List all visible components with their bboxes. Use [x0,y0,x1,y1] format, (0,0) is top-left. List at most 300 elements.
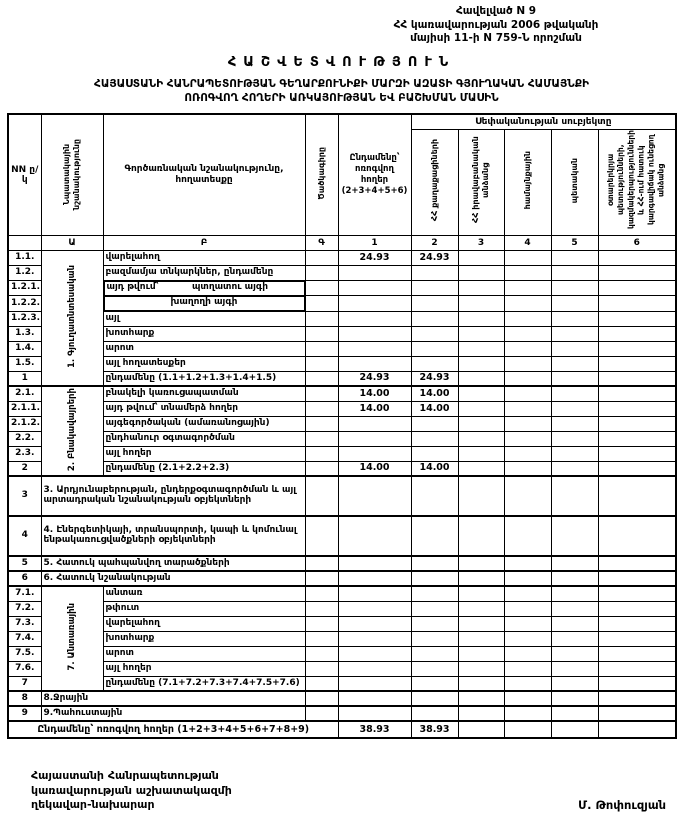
value-cell [504,556,551,571]
code-cell [305,446,338,461]
value-cell [458,631,504,646]
value-cell [458,280,504,296]
table-row [8,601,676,616]
value-cell [504,601,551,616]
footer-line: ղեկավար-նախարար [31,797,155,811]
value-cell [458,461,504,476]
value-cell [551,326,598,341]
code-cell [305,706,338,721]
value-cell [338,326,411,341]
value-cell [338,296,411,312]
row-number-cell: 7.6. [8,661,41,676]
value-cell [598,296,676,312]
row-label-cell: վարելահող [103,616,305,631]
value-cell [598,401,676,416]
value-cell: 24.93 [338,250,411,265]
code-cell [305,571,338,586]
value-cell [458,431,504,446]
row-number-cell: 2.1.1. [8,401,41,416]
row-label-cell: 5. Հատուկ պահպանվող տարածքների [41,556,305,571]
value-cell [551,721,598,738]
value-cell [458,706,504,721]
value-cell [458,356,504,371]
row-label-cell: արոտ [103,646,305,661]
value-cell [411,416,458,431]
value-cell [551,265,598,280]
row-label-cell: խոտհարք [103,326,305,341]
value-cell [411,706,458,721]
row-number-cell: 2.3. [8,446,41,461]
value-cell [458,386,504,401]
row-number-cell: 1.1. [8,250,41,265]
value-cell [338,706,411,721]
row-label-cell: այդ թվում՝ տնամերձ հողեր [103,401,305,416]
value-cell [458,616,504,631]
col-header-state [551,129,598,235]
row-label-cell: անտառ [103,586,305,601]
table-row [8,706,676,721]
annex-line: մայիսի 11-ի N 759-Ն որոշման [410,32,582,45]
value-cell: 14.00 [338,401,411,416]
value-cell: 14.00 [411,461,458,476]
value-cell [551,646,598,661]
row-label-cell [104,281,305,296]
report-table [7,113,677,739]
col-header-foreign [598,129,676,235]
table-row [8,371,676,386]
row-label-cell: արոտ [103,341,305,356]
annex-line: Հավելված N 9 [455,5,537,17]
value-cell [598,601,676,616]
value-cell [458,311,504,326]
col-header-code-label: Ծածկագիրը [316,147,326,200]
value-cell [551,476,598,516]
row-number-cell: 9 [8,706,41,721]
col-header-legal-persons [458,129,504,235]
value-cell [338,601,411,616]
report-title: ՀԱՇՎԵՏՎՈՒԹՅՈՒՆ [227,54,456,70]
value-cell [338,311,411,326]
report-subtitle-line2: ՈՌՈԳՎՈՂ ՀՈՂԵՐԻ ԱՌԿԱՅՈՒԹՅԱՆ ԵՎ ԲԱՇԽՄԱՆ ՄԱՍԻՆ [184,92,499,105]
table-row [8,356,676,371]
code-cell [305,386,338,401]
value-cell [504,401,551,416]
value-cell [411,446,458,461]
value-cell [338,661,411,676]
value-cell [338,416,411,431]
row-number-cell: 7.1. [8,586,41,601]
value-cell [598,311,676,326]
value-cell [598,431,676,446]
value-cell [411,431,458,446]
table-row [8,586,676,601]
value-cell [411,646,458,661]
code-cell [305,280,338,296]
value-cell [504,446,551,461]
code-cell [305,296,338,312]
value-cell: 14.00 [338,386,411,401]
code-cell [305,631,338,646]
row-label: պտղատու այգի [191,282,269,293]
code-cell [305,646,338,661]
code-cell [305,691,338,706]
value-cell [338,265,411,280]
row-number-cell: 2.1.2. [8,416,41,431]
table-row [8,446,676,461]
table-row [8,326,676,341]
table-row [8,476,676,516]
table-header-row-letters [8,235,676,250]
value-cell [504,416,551,431]
code-cell [305,341,338,356]
section-label: 1. Գյուղատնտեսական [66,264,77,368]
table-row [8,341,676,356]
letter-cell: 4 [504,235,551,250]
value-cell [551,296,598,312]
value-cell [551,250,598,265]
row-number-cell: 6 [8,571,41,586]
value-cell [411,516,458,556]
table-row [8,646,676,661]
row-number-cell: 4 [8,516,41,556]
value-cell [598,646,676,661]
section-label: 2. Բնակավայրերի [66,387,77,471]
value-cell [411,571,458,586]
table-row [8,311,676,326]
value-cell [504,356,551,371]
value-cell [338,631,411,646]
value-cell [551,461,598,476]
value-cell [598,616,676,631]
code-cell [305,586,338,601]
value-cell [338,691,411,706]
row-label-cell: այլ հողեր [103,446,305,461]
value-cell [504,721,551,738]
value-cell [504,311,551,326]
col-header-citizens [411,129,458,235]
value-cell [411,326,458,341]
code-cell [305,661,338,676]
row-label-cell: 3. Արդյունաբերության, ընդերքօգտագործման և այլ արտադրական նշանակության օբյեկտների [41,476,305,516]
value-cell [411,296,458,312]
section-label-cell [41,586,103,691]
col-group-ownership: Սեփականության սուբյեկտը [411,114,676,129]
table-row [8,661,676,676]
table-row [8,401,676,416]
row-label-cell: խոտհարք [103,631,305,646]
col-header-functional: Գործառնական նշանակությունը, հողատեսքը [103,114,305,235]
letter-cell: 5 [551,235,598,250]
table-row [8,416,676,431]
value-cell [598,326,676,341]
value-cell [338,586,411,601]
col-header-purpose [41,114,103,235]
row-label-cell: բնակելի կառուցապատման [103,386,305,401]
value-cell [551,446,598,461]
value-cell [411,616,458,631]
row-number-cell: 1.4. [8,341,41,356]
code-cell [305,616,338,631]
footer-line: կառավարության աշխատակազմի [31,783,232,797]
letter-cell: 6 [598,235,676,250]
table-row [8,386,676,401]
value-cell [458,661,504,676]
table-row [8,616,676,631]
row-number-cell: 1.2. [8,265,41,280]
row-label-cell: բազմամյա տնկարկներ, ընդամենը [103,265,305,280]
value-cell [551,516,598,556]
value-cell [598,386,676,401]
value-cell [598,691,676,706]
code-cell [305,556,338,571]
value-cell [338,280,411,296]
value-cell [411,341,458,356]
value-cell [551,661,598,676]
value-cell [338,341,411,356]
value-cell [598,341,676,356]
value-cell [598,280,676,296]
footer-line: Հայաստանի Հանրապետության [31,769,219,783]
value-cell [411,265,458,280]
value-cell [338,571,411,586]
value-cell [411,556,458,571]
value-cell [411,311,458,326]
value-cell [551,341,598,356]
code-cell [305,401,338,416]
row-label-cell: ընդամենը (7.1+7.2+7.3+7.4+7.5+7.6) [103,676,305,691]
value-cell [598,416,676,431]
code-cell [305,326,338,341]
annex-reference [316,5,676,46]
col-header-community-label: համայնքային [522,151,532,210]
value-cell: 14.00 [338,461,411,476]
value-cell [598,571,676,586]
section-label-cell [41,386,103,476]
value-cell [504,341,551,356]
value-cell [598,706,676,721]
col-header-community [504,129,551,235]
value-cell [458,676,504,691]
col-header-foreign-label: օտարերկրյա պետությունների, կազմակերպությունների և ՀՀ-ում հատուկ կարգավիճակ ունեցող անձանց [606,130,667,230]
row-number-cell: 1.2.1. [8,280,41,296]
row-number-cell: 2 [8,461,41,476]
value-cell [598,265,676,280]
row-label-cell: վարելահող [103,250,305,265]
value-cell [504,371,551,386]
value-cell [504,676,551,691]
row-label-cell: ընդամենը (2.1+2.2+2.3) [103,461,305,476]
col-header-purpose-label: Նպատակային նշանակությունը [62,137,81,210]
value-cell [551,386,598,401]
value-cell [338,616,411,631]
code-cell [305,250,338,265]
value-cell [504,631,551,646]
row-number-cell: 2.1. [8,386,41,401]
value-cell [504,431,551,446]
annex-line: ՀՀ կառավարության 2006 թվականի [393,18,599,31]
row-label-cell: այլ [103,311,305,326]
value-cell [551,401,598,416]
col-header-legal-persons-label: ՀՀ իրավաբանական անձանց [471,136,490,224]
value-cell [458,296,504,312]
code-cell [305,431,338,446]
value-cell [458,571,504,586]
value-cell [598,446,676,461]
value-cell [411,661,458,676]
value-cell [598,556,676,571]
row-label-cell [104,296,305,311]
row-number-cell: 1.5. [8,356,41,371]
code-cell [305,516,338,556]
row-number-cell: 1.2.3. [8,311,41,326]
value-cell [598,721,676,738]
value-cell [458,416,504,431]
value-cell [458,646,504,661]
footer-left [31,769,232,812]
value-cell [338,646,411,661]
value-cell [598,461,676,476]
code-cell [305,371,338,386]
row-label-prefix: այդ թվում՝ [106,282,159,293]
value-cell [504,516,551,556]
code-cell [305,601,338,616]
row-number-cell: 1 [8,371,41,386]
row-number-cell: 7.3. [8,616,41,631]
row-label-cell: 4. Էներգետիկայի, տրանսպորտի, կապի և կոմունալ ենթակառուցվածքների օբյեկտների [41,516,305,556]
row-number-cell: 7.2. [8,601,41,616]
letter-cell: 2 [411,235,458,250]
table-row [8,571,676,586]
value-cell [504,280,551,296]
row-number-cell: 8 [8,691,41,706]
value-cell [598,476,676,516]
value-cell [338,676,411,691]
code-cell [305,356,338,371]
value-cell [411,356,458,371]
value-cell [458,476,504,516]
value-cell [504,265,551,280]
report-subtitle-line1: ՀԱՅԱՍՏԱՆԻ ՀԱՆՐԱՊԵՏՈՒԹՅԱՆ ԳԵՂԱՐՔՈՒՆԻՔԻ ՄԱՐԶԻ ԱԶԱՏԻ ԳՅՈՒՂԱԿԱՆ ՀԱՄԱՅՆՔԻ [93,77,590,90]
table-row [8,461,676,476]
code-cell [305,476,338,516]
row-number-cell: 3 [8,476,41,516]
value-cell [458,516,504,556]
letter-cell: 3 [458,235,504,250]
row-label-cell: 9.Պահուստային [41,706,305,721]
value-cell [411,586,458,601]
letter-cell [8,235,41,250]
table-row [8,676,676,691]
value-cell [504,646,551,661]
row-number-cell: 7.4. [8,631,41,646]
value-cell [598,250,676,265]
value-cell [551,431,598,446]
row-label-cell: թփուտ [103,601,305,616]
table-row [8,691,676,706]
value-cell [504,250,551,265]
code-cell [305,311,338,326]
value-cell [504,661,551,676]
value-cell [411,631,458,646]
value-cell [458,601,504,616]
value-cell [551,616,598,631]
col-header-nn: NN ը/կ [8,114,41,235]
value-cell [458,691,504,706]
row-label-cell: այգեգործական (ամառանոցային) [103,416,305,431]
value-cell: 38.93 [338,721,411,738]
table-row [8,431,676,446]
value-cell: 38.93 [411,721,458,738]
value-cell [458,250,504,265]
value-cell [504,691,551,706]
value-cell [504,571,551,586]
value-cell [551,676,598,691]
value-cell [458,401,504,416]
letter-cell: Բ [103,235,305,250]
value-cell [411,691,458,706]
value-cell [411,280,458,296]
value-cell [551,356,598,371]
col-header-state-label: պետական [569,157,579,203]
value-cell: 14.00 [411,401,458,416]
value-cell [504,326,551,341]
table-row [8,296,676,312]
value-cell [411,676,458,691]
value-cell [338,516,411,556]
report-subtitle [7,77,676,105]
value-cell [551,280,598,296]
value-cell [458,341,504,356]
value-cell [598,676,676,691]
signature-name: Մ. Թոփուզյան [578,798,666,813]
value-cell [598,586,676,601]
value-cell [411,601,458,616]
value-cell [338,476,411,516]
value-cell [458,556,504,571]
section-label-cell [41,250,103,386]
grand-total-row [8,721,676,738]
row-label-cell: ընդհանուր օգտագործման [103,431,305,446]
value-cell [411,476,458,516]
code-cell [305,461,338,476]
row-number-cell: 1.2.2. [8,296,41,312]
value-cell [551,416,598,431]
code-cell [305,265,338,280]
value-cell [598,371,676,386]
code-cell [305,416,338,431]
letter-cell: 1 [338,235,411,250]
value-cell [504,476,551,516]
row-label-cell: այլ հողեր [103,661,305,676]
table-row [8,265,676,280]
value-cell: 24.93 [338,371,411,386]
row-number-cell: 7.5. [8,646,41,661]
row-label-cell: 6. Հատուկ նշանակության [41,571,305,586]
value-cell [551,571,598,586]
value-cell: 24.93 [411,371,458,386]
value-cell [551,601,598,616]
value-cell [504,706,551,721]
row-label-cell: 8.Ջրային [41,691,305,706]
grand-total-label-cell: Ընդամենը՝ ոռոգվող հողեր (1+2+3+4+5+6+7+8+9) [8,721,338,738]
value-cell [551,631,598,646]
letter-cell: Գ [305,235,338,250]
letter-cell: Ա [41,235,103,250]
value-cell [598,631,676,646]
table-row [8,631,676,646]
footer [7,769,676,812]
value-cell [458,265,504,280]
